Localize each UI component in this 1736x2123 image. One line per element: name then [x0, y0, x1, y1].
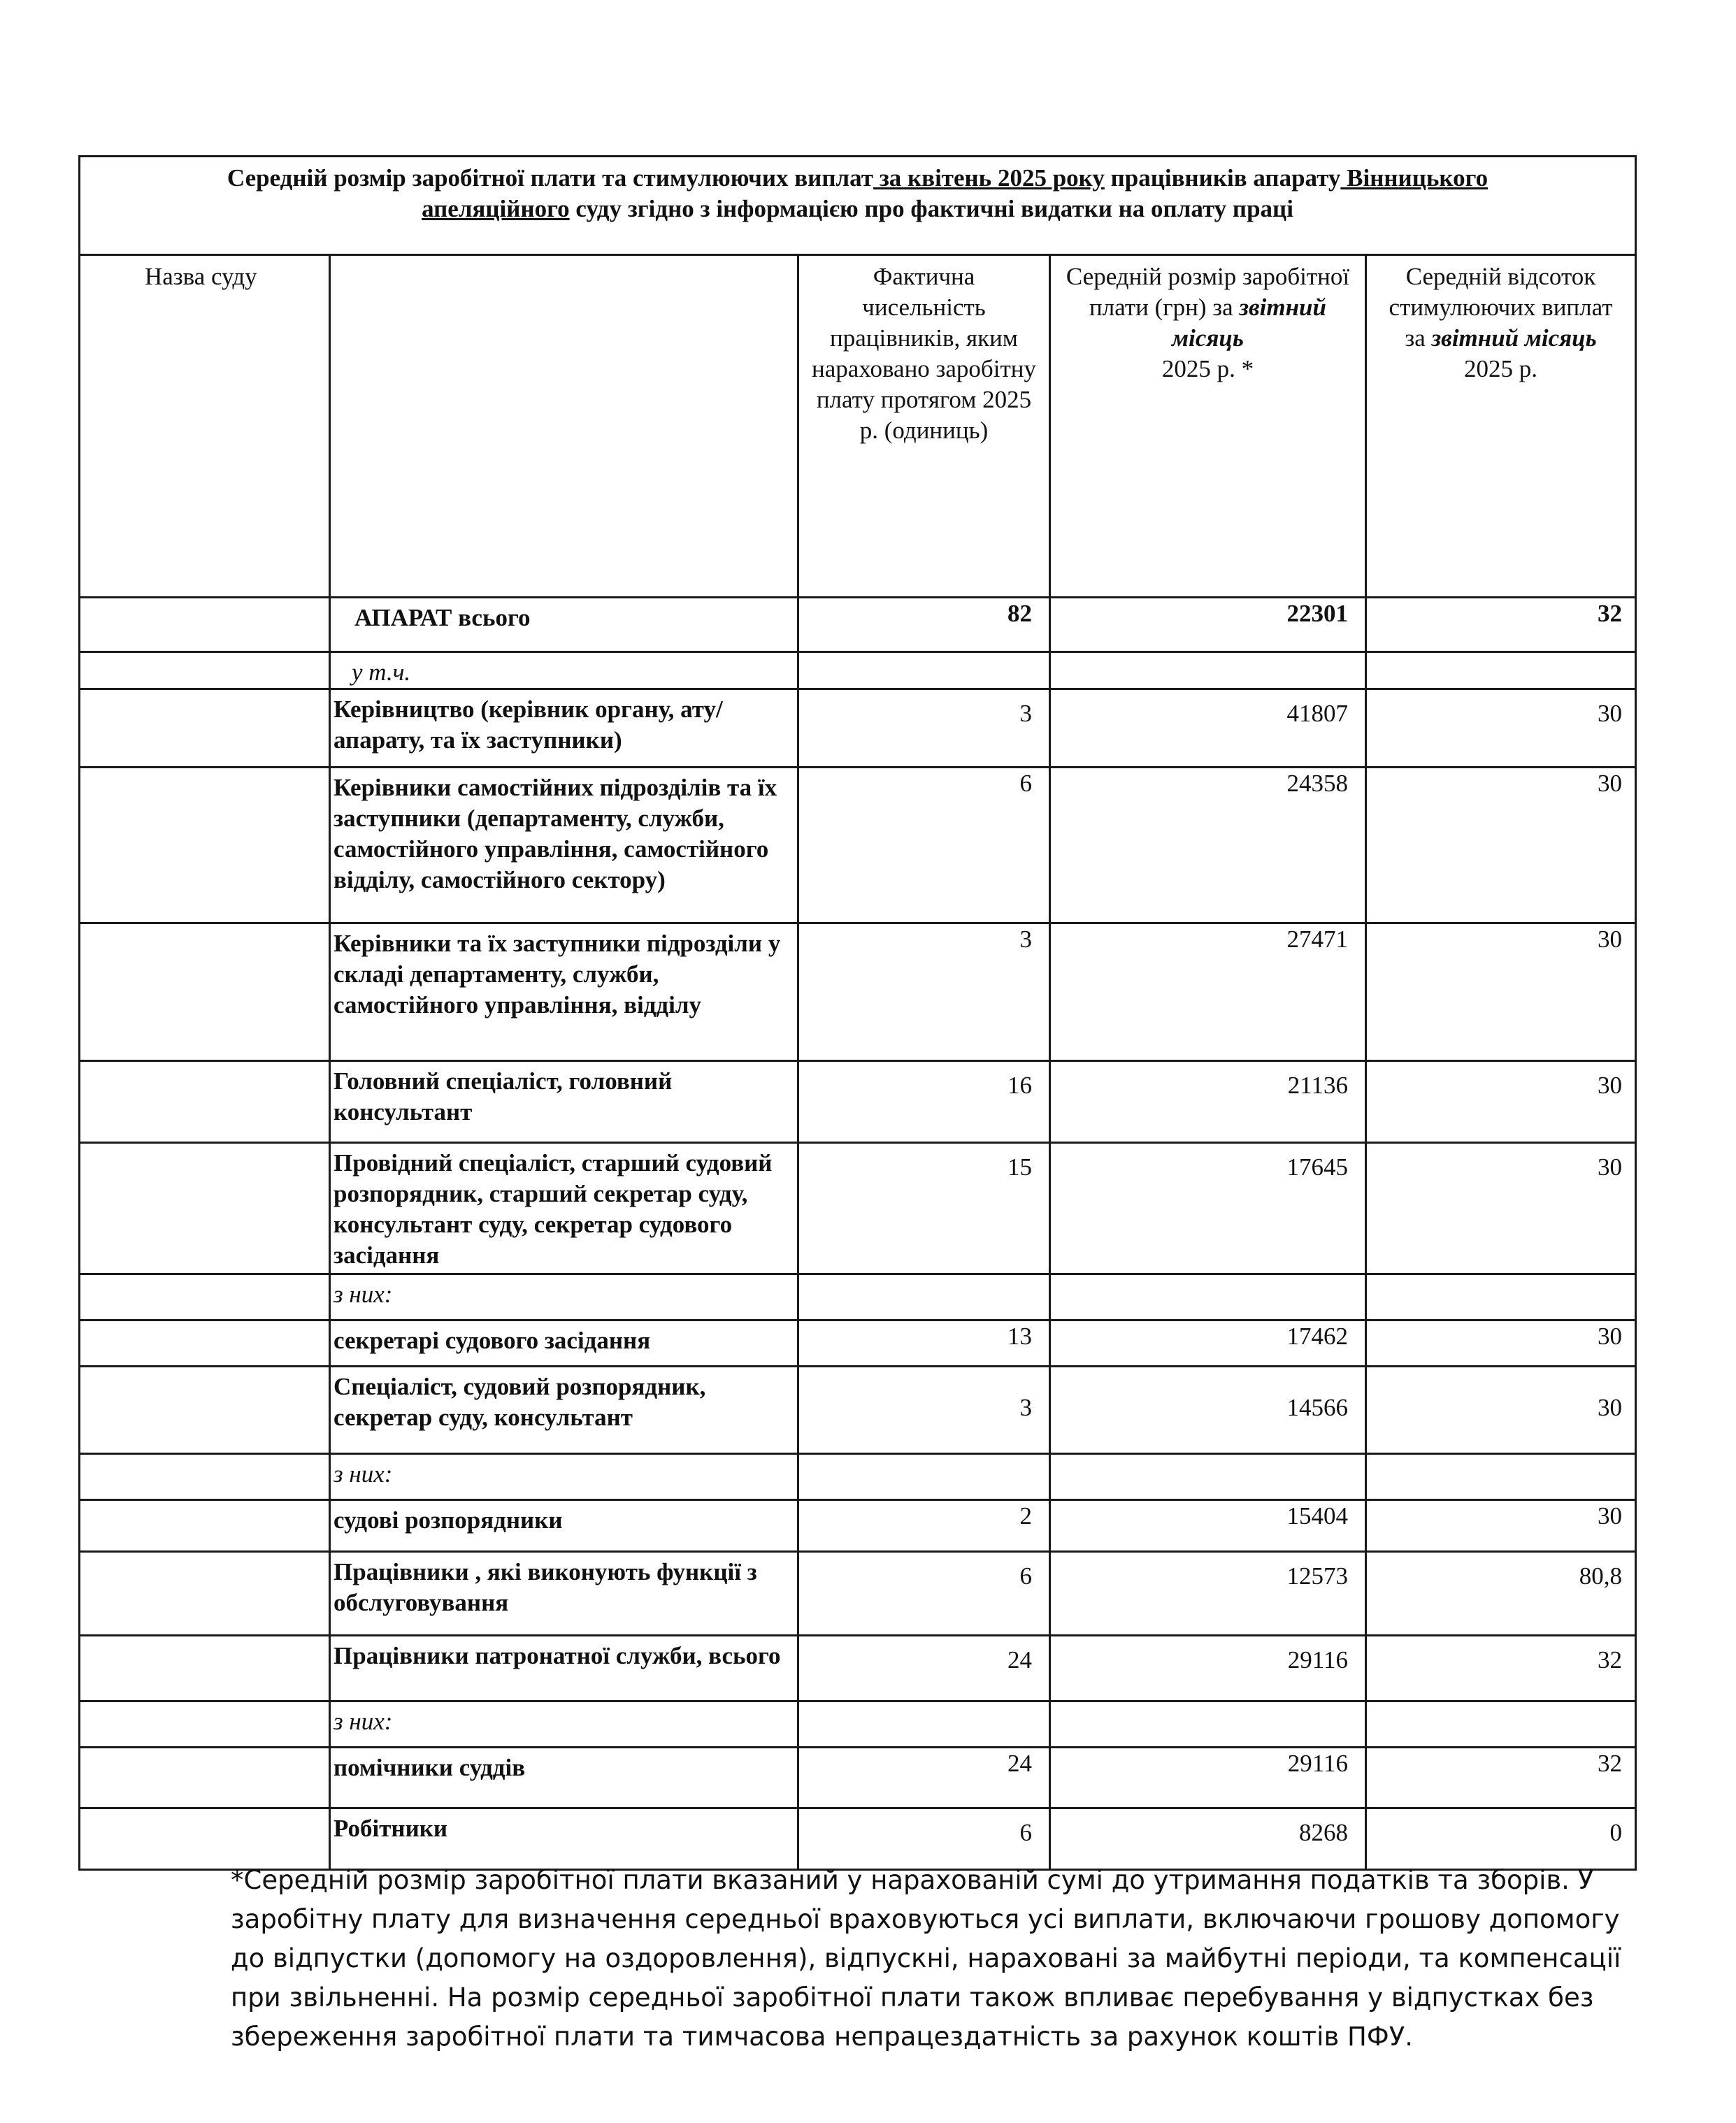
avg-salary-value: 22301: [1050, 598, 1366, 652]
table-row: [80, 1748, 1636, 1808]
avg-bonus-value: 30: [1366, 923, 1636, 1061]
table-row: [80, 768, 1636, 923]
avg-salary-value: 29116: [1050, 1748, 1366, 1808]
avg-bonus-value: 30: [1366, 1061, 1636, 1143]
category-note: у т.ч.: [330, 652, 798, 689]
avg-salary-value: 14566: [1050, 1367, 1366, 1454]
header-row: [80, 255, 1636, 598]
headcount-value: 82: [798, 598, 1050, 652]
category-label: Працівники патронатної служби, всього: [330, 1636, 798, 1701]
avg-bonus-value: 30: [1366, 689, 1636, 768]
table-row: [80, 1552, 1636, 1636]
header-avg-salary: [1050, 255, 1366, 598]
headcount-value: 6: [798, 768, 1050, 923]
header-avg-salary-period: звітний місяць: [1172, 294, 1326, 352]
headcount-value: [798, 1274, 1050, 1320]
title-part-6: суду згідно з інформацією про фактичні видатки на оплату праці: [569, 195, 1293, 222]
avg-salary-value: 17462: [1050, 1320, 1366, 1367]
avg-salary-value: 8268: [1050, 1808, 1366, 1870]
headcount-value: 15: [798, 1143, 1050, 1274]
table-row: [80, 1061, 1636, 1143]
title-court-type: апеляційного: [422, 195, 570, 222]
table-row: [80, 923, 1636, 1061]
avg-bonus-value: 32: [1366, 1636, 1636, 1701]
headcount-value: 3: [798, 923, 1050, 1061]
headcount-value: 3: [798, 689, 1050, 768]
headcount-value: 6: [798, 1808, 1050, 1870]
category-label: Працівники , які виконують функції з обслуговування: [330, 1552, 798, 1636]
avg-salary-value: 17645: [1050, 1143, 1366, 1274]
table-row: [80, 1274, 1636, 1320]
avg-bonus-value: 30: [1366, 1367, 1636, 1454]
header-avg-bonus-text: Середній відсоток стимулюючих виплат за: [1389, 263, 1613, 352]
avg-bonus-value: 30: [1366, 1143, 1636, 1274]
table-row: [80, 1320, 1636, 1367]
table-row: [80, 598, 1636, 652]
header-category-blank: [330, 255, 798, 598]
category-label: Керівники та їх заступники підрозділи у складі департаменту, служби, самостійного управління, відділу: [330, 923, 798, 1061]
salary-report-table: [78, 155, 1637, 1871]
table-row: [80, 1636, 1636, 1701]
header-avg-salary-text: Середній розмір заробітної плати (грн) за: [1066, 263, 1350, 321]
avg-bonus-value: 30: [1366, 768, 1636, 923]
report-title: [80, 157, 1636, 255]
avg-salary-value: [1050, 1454, 1366, 1500]
category-note: з них:: [330, 1701, 798, 1748]
category-note: з них:: [330, 1274, 798, 1320]
headcount-value: [798, 1454, 1050, 1500]
header-avg-bonus-year: 2025 р.: [1464, 355, 1538, 382]
avg-salary-value: [1050, 1701, 1366, 1748]
category-label: Керівництво (керівник органу, ату/апарату, та їх заступники): [330, 689, 798, 768]
header-court-name: Назва суду: [80, 255, 330, 598]
category-label: секретарі судового засідання: [330, 1320, 798, 1367]
header-headcount: Фактична чисельність працівників, яким нараховано заробітну плату протягом 2025 р. (одиниць): [798, 255, 1050, 598]
table-row: [80, 652, 1636, 689]
avg-bonus-value: 32: [1366, 598, 1636, 652]
category-label: Головний спеціаліст, головний консультант: [330, 1061, 798, 1143]
category-label: Провідний спеціаліст, старший судовий розпорядник, старший секретар суду, консультант суду, секретар судового засідання: [330, 1143, 798, 1274]
title-row: [80, 157, 1636, 255]
table-row: [80, 1701, 1636, 1748]
category-label: Керівники самостійних підрозділів та їх заступники (департаменту, служби, самостійного управління, самостійного відділу, самостійного сектору): [330, 768, 798, 923]
salary-footnote: *Середній розмір заробітної плати вказаний у нарахованій сумі до утримання податків та зборів. У заробітну плату для визначення середньої враховуються усі виплати, включаючи грошову допомогу до відпустки (допомогу на оздоровлення), відпускні, нараховані за майбутні періоди, та компенсації при звільненні. На розмір середньої заробітної плати також впливає перебування у відпустках без збереження заробітної плати та тимчасова непрацездатність за рахунок коштів ПФУ.: [231, 1865, 1621, 2052]
header-avg-bonus-period: звітний місяць: [1431, 324, 1597, 352]
avg-bonus-value: [1366, 1454, 1636, 1500]
category-label: АПАРАТ всього: [330, 598, 798, 652]
avg-salary-value: 21136: [1050, 1061, 1366, 1143]
avg-bonus-value: 80,8: [1366, 1552, 1636, 1636]
avg-bonus-value: 32: [1366, 1748, 1636, 1808]
title-period: за квітень 2025 року: [873, 164, 1105, 192]
avg-salary-value: 41807: [1050, 689, 1366, 768]
avg-salary-value: 24358: [1050, 768, 1366, 923]
table-row: [80, 689, 1636, 768]
category-label: Робітники: [330, 1808, 798, 1870]
avg-bonus-value: [1366, 1701, 1636, 1748]
avg-bonus-value: 0: [1366, 1808, 1636, 1870]
headcount-value: [798, 1701, 1050, 1748]
category-label: помічники суддів: [330, 1748, 798, 1808]
headcount-value: 24: [798, 1636, 1050, 1701]
headcount-value: 2: [798, 1500, 1050, 1552]
title-court-name: Вінницького: [1340, 164, 1488, 192]
headcount-value: 6: [798, 1552, 1050, 1636]
table-row: [80, 1143, 1636, 1274]
avg-salary-value: [1050, 652, 1366, 689]
header-avg-bonus: [1366, 255, 1636, 598]
title-part-1: Середній розмір заробітної плати та стимулюючих виплат: [227, 164, 873, 192]
avg-bonus-value: [1366, 1274, 1636, 1320]
avg-salary-value: 27471: [1050, 923, 1366, 1061]
headcount-value: 24: [798, 1748, 1050, 1808]
avg-salary-value: 15404: [1050, 1500, 1366, 1552]
category-label: Спеціаліст, судовий розпорядник, секретар суду, консультант: [330, 1367, 798, 1454]
table-row: [80, 1500, 1636, 1552]
headcount-value: [798, 652, 1050, 689]
category-note: з них:: [330, 1454, 798, 1500]
headcount-value: 16: [798, 1061, 1050, 1143]
avg-bonus-value: 30: [1366, 1320, 1636, 1367]
avg-salary-value: [1050, 1274, 1366, 1320]
category-label: судові розпорядники: [330, 1500, 798, 1552]
avg-salary-value: 29116: [1050, 1636, 1366, 1701]
header-avg-salary-year: 2025 р. *: [1161, 355, 1254, 382]
table-row: [80, 1454, 1636, 1500]
title-part-3: працівників апарату: [1104, 164, 1341, 192]
avg-salary-value: 12573: [1050, 1552, 1366, 1636]
table-row: [80, 1367, 1636, 1454]
headcount-value: 13: [798, 1320, 1050, 1367]
avg-bonus-value: [1366, 652, 1636, 689]
headcount-value: 3: [798, 1367, 1050, 1454]
avg-bonus-value: 30: [1366, 1500, 1636, 1552]
